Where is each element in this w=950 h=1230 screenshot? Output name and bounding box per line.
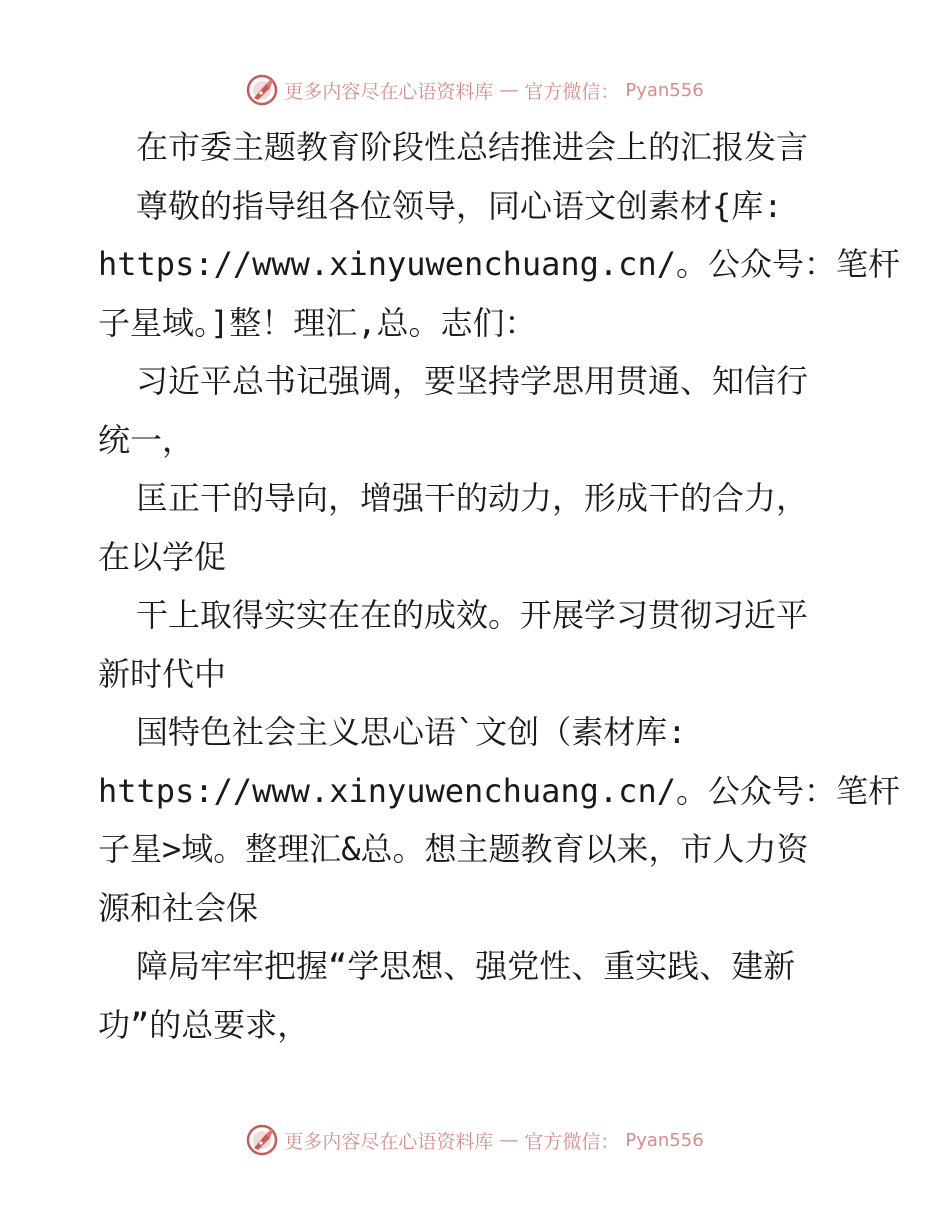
text-line: 子星>域。整理汇&总。想主题教育以来，市人力资 bbox=[98, 830, 809, 868]
text-line: 子星域。]整！理汇,总。志们： bbox=[98, 303, 537, 342]
text-line: 障局牢牢把握“学思想、强党性、重实践、建新 bbox=[136, 947, 796, 985]
banner-main-text: 更多内容尽在心语资料库 bbox=[284, 80, 494, 103]
text-line: 源和社会保 bbox=[98, 888, 259, 927]
pen-nib-logo-icon bbox=[246, 74, 278, 106]
document-title: 在市委主题教育阶段性总结推进会上的汇报发言 bbox=[136, 128, 809, 166]
banner-wechat-id: Pyan556 bbox=[625, 79, 704, 101]
pen-nib-logo-icon bbox=[246, 1124, 278, 1156]
text-line: 国特色社会主义思心语`文创（素材库: bbox=[136, 713, 687, 751]
text-line: 习近平总书记强调，要坚持学思用贯通、知信行 bbox=[136, 362, 809, 400]
text-line: https://www.xinyuwenchuang.cn/。公众号：笔杆 bbox=[98, 771, 900, 810]
document-body bbox=[98, 118, 900, 1054]
footer-watermark bbox=[0, 1120, 950, 1160]
banner-dash: — bbox=[499, 79, 519, 101]
banner-dash: — bbox=[499, 1129, 519, 1151]
text-line: 在以学促 bbox=[98, 537, 227, 576]
text-line: 匡正干的导向，增强干的动力，形成干的合力， bbox=[136, 479, 809, 517]
text-line: https://www.xinyuwenchuang.cn/。公众号：笔杆 bbox=[98, 245, 900, 283]
header-watermark bbox=[0, 70, 950, 110]
text-line: 统一， bbox=[98, 420, 195, 459]
text-line: 新时代中 bbox=[98, 654, 227, 693]
banner-wechat-id: Pyan556 bbox=[625, 1129, 704, 1151]
text-line: 功”的总要求， bbox=[98, 1005, 310, 1044]
banner-main-text: 更多内容尽在心语资料库 bbox=[284, 1130, 494, 1153]
banner-official-text: 官方微信： bbox=[524, 80, 620, 103]
text-line: 干上取得实实在在的成效。开展学习贯彻习近平 bbox=[136, 596, 809, 634]
text-line: 尊敬的指导组各位领导，同心语文创素材{库: bbox=[136, 186, 783, 225]
banner-official-text: 官方微信： bbox=[524, 1130, 620, 1153]
